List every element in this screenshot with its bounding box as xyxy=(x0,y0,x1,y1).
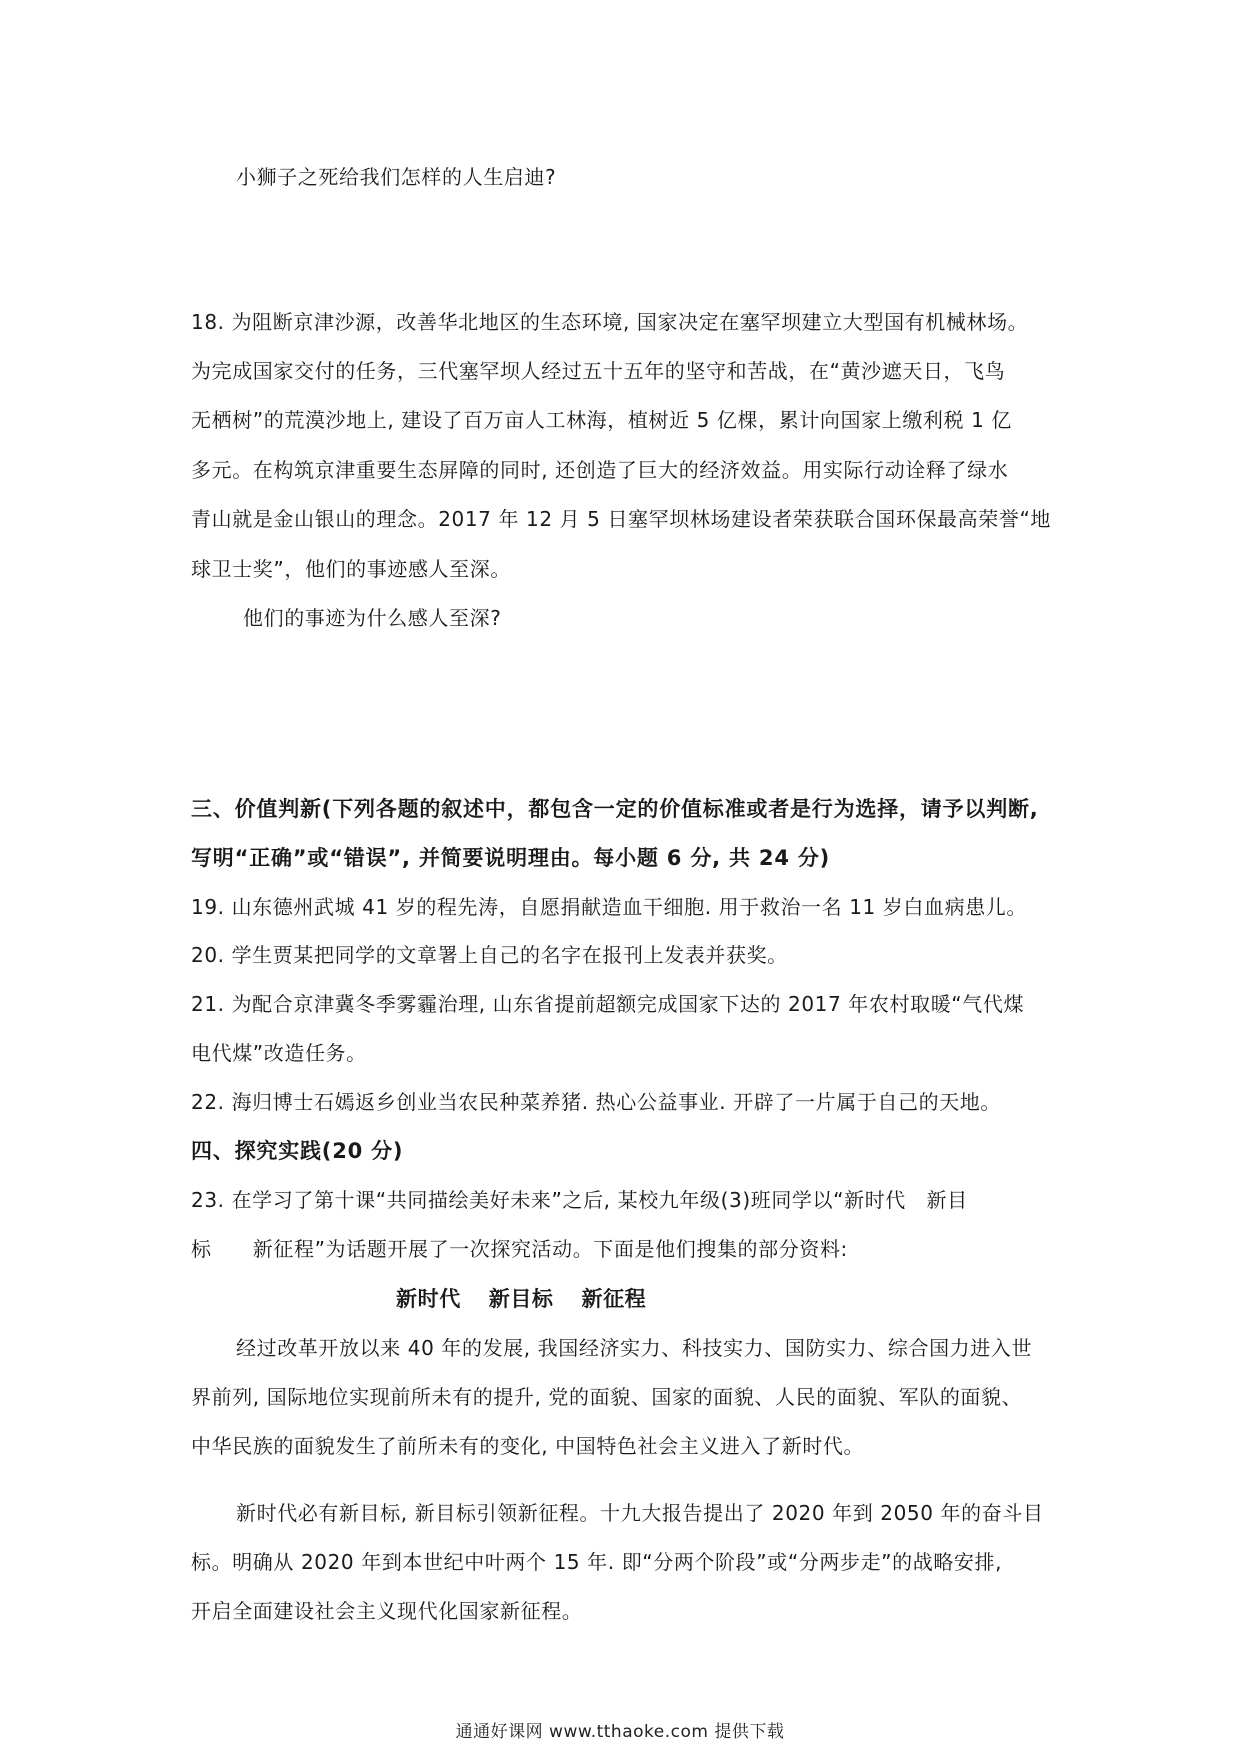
material-title-part: 新征程 xyxy=(581,1287,647,1311)
q18-line: 多元。在构筑京津重要生态屏障的同时, 还创造了巨大的经济效益。用实际行动诠释了绿水 xyxy=(191,458,1009,482)
section3-item: 20. 学生贾某把同学的文章署上自己的名字在报刊上发表并获奖。 xyxy=(191,943,788,967)
section3-item: 电代煤”改造任务。 xyxy=(191,1041,367,1065)
section4-intro: 标 新征程”为话题开展了一次探究活动。下面是他们搜集的部分资料: xyxy=(191,1237,848,1261)
page-footer: 通通好课网 www.tthaoke.com 提供下载 xyxy=(455,1722,785,1742)
material-title-part: 新目标 xyxy=(488,1287,554,1311)
material-paragraph-line: 界前列, 国际地位实现前所未有的提升, 党的面貌、国家的面貌、人民的面貌、军队的面貌、 xyxy=(191,1385,1023,1409)
section3-item: 22. 海归博士石嫣返乡创业当农民种菜养猪. 热心公益事业. 开辟了一片属于自己的天地。 xyxy=(191,1090,1001,1114)
material-paragraph-line: 中华民族的面貌发生了前所未有的变化, 中国特色社会主义进入了新时代。 xyxy=(191,1434,865,1458)
q18-line: 青山就是金山银山的理念。2017 年 12 月 5 日塞罕坝林场建设者荣获联合国环保最高荣誉“地 xyxy=(191,507,1052,531)
q18-line: 为完成国家交付的任务，三代塞罕坝人经过五十五年的坚守和苦战，在“黄沙遮天日，飞鸟 xyxy=(191,359,1006,383)
q18-line: 球卫士奖”，他们的事迹感人至深。 xyxy=(191,557,511,581)
material-title xyxy=(396,1285,1240,1313)
section3-item: 21. 为配合京津冀冬季雾霾治理, 山东省提前超额完成国家下达的 2017 年农村取暖“气代煤 xyxy=(191,992,1025,1016)
material-paragraph-line: 经过改革开放以来 40 年的发展, 我国经济实力、科技实力、国防实力、综合国力进入世 xyxy=(236,1336,1033,1360)
section3-heading: 写明“正确”或“错误”, 并简要说明理由。每小题 6 分, 共 24 分) xyxy=(191,846,831,870)
material-title-part: 新时代 xyxy=(396,1287,461,1311)
section3-item: 19. 山东德州武城 41 岁的程先涛，自愿捐献造血干细胞. 用于救治一名 11 岁白血病患儿。 xyxy=(191,895,1028,919)
q17-question: 小狮子之死给我们怎样的人生启迪? xyxy=(236,165,557,189)
q18-question: 他们的事迹为什么感人至深? xyxy=(243,606,502,630)
material-paragraph-line: 开启全面建设社会主义现代化国家新征程。 xyxy=(191,1599,583,1623)
q18-line: 无栖树”的荒漠沙地上, 建设了百万亩人工林海，植树近 5 亿棵，累计向国家上缴利税 1 亿 xyxy=(191,408,1012,432)
section4-intro: 23. 在学习了第十课“共同描绘美好未来”之后, 某校九年级(3)班同学以“新时代 新目 xyxy=(191,1188,968,1212)
section3-heading: 三、价值判新(下列各题的叙述中，都包含一定的价值标准或者是行为选择，请予以判断, xyxy=(191,797,1039,821)
q18-line: 18. 为阻断京津沙源，改善华北地区的生态环境, 国家决定在塞罕坝建立大型国有机械林场。 xyxy=(191,310,1029,334)
material-paragraph-line: 标。明确从 2020 年到本世纪中叶两个 15 年. 即“分两个阶段”或“分两步走”的战略安排, xyxy=(191,1550,1003,1574)
section4-heading: 四、探究实践(20 分) xyxy=(191,1139,404,1163)
material-paragraph-line: 新时代必有新目标, 新目标引领新征程。十九大报告提出了 2020 年到 2050 年的奋斗目 xyxy=(236,1501,1044,1525)
